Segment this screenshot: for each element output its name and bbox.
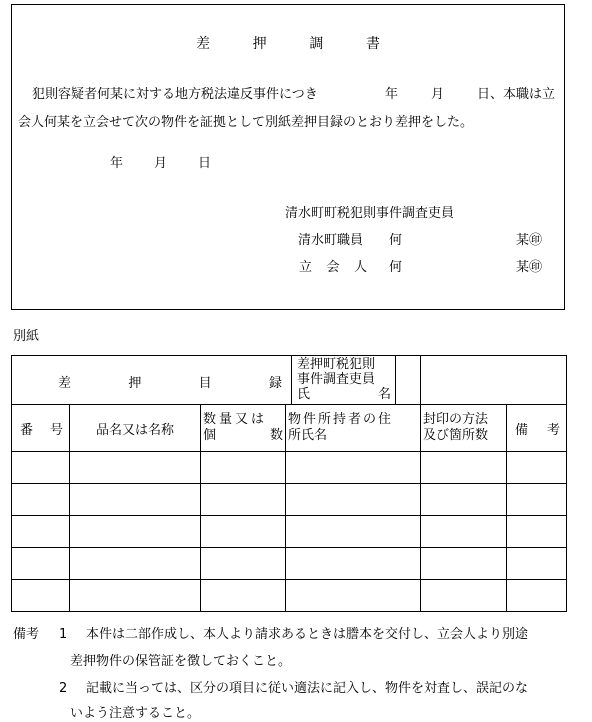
note-1-number: 1 (59, 627, 68, 642)
cell-seal[interactable] (421, 452, 507, 484)
cell-item-name[interactable] (70, 484, 201, 516)
cell-owner[interactable] (286, 516, 421, 548)
col-header-seal (421, 405, 507, 452)
col-header-owner-line2: 所氏名 (288, 428, 328, 443)
col-header-quantity (201, 405, 286, 452)
cell-owner[interactable] (286, 452, 421, 484)
cell-item-name[interactable] (70, 452, 201, 484)
form-title (196, 37, 380, 51)
cell-quantity[interactable] (201, 484, 286, 516)
col-header-owner (286, 405, 421, 452)
col-header-item-name: 品名又は名称 (70, 405, 201, 452)
staff-signature: 某㊞ (516, 233, 543, 248)
form-title-char-2: 押 (252, 36, 267, 52)
cell-seal[interactable] (421, 484, 507, 516)
seizure-list-title-cell (12, 356, 421, 405)
form-title-char-3: 調 (309, 36, 324, 52)
cell-quantity[interactable] (201, 580, 286, 612)
note-1-text-b: 差押物件の保管証を徴しておくこと。 (70, 654, 292, 669)
notes-label: 備考 (13, 627, 40, 642)
form-title-char-4: 書 (365, 36, 380, 52)
cell-owner[interactable] (286, 580, 421, 612)
attachment-label: 別紙 (13, 329, 40, 344)
date-year: 年 (110, 156, 124, 171)
cell-number[interactable] (12, 484, 70, 516)
witness-name: 何 (389, 260, 403, 275)
cell-item-name[interactable] (70, 580, 201, 612)
col-header-quantity-line1: 数量又は (203, 412, 268, 427)
officer-box (291, 356, 396, 404)
officer-line-2: 事件調査吏員 (297, 372, 376, 387)
col-header-seal-line2: 及び箇所数 (423, 428, 489, 443)
col-header-remarks: 備 考 (507, 405, 567, 452)
table-row (12, 580, 567, 612)
form-title-char-1: 差 (196, 36, 210, 52)
cell-quantity[interactable] (201, 516, 286, 548)
cell-item-name[interactable] (70, 516, 201, 548)
cell-owner[interactable] (286, 548, 421, 580)
officer-line-1: 差押町税犯則 (297, 357, 376, 372)
staff-label: 清水町職員 (298, 233, 364, 248)
form-body-line1-b: 日、本職は立 (477, 87, 556, 102)
date-month: 月 (154, 156, 168, 171)
officer-line-3: 氏 名 (297, 387, 391, 402)
col-header-number: 番 号 (12, 405, 70, 452)
cell-remarks[interactable] (507, 452, 567, 484)
form-body-line1-a: 犯則容疑者何某に対する地方税法違反事件につき (32, 87, 318, 102)
form-body-month: 月 (431, 87, 445, 102)
table-row (12, 452, 567, 484)
official-title: 清水町町税犯則事件調査吏員 (285, 206, 455, 221)
cell-seal[interactable] (421, 580, 507, 612)
note-2-text-b: いよう注意すること。 (70, 706, 201, 721)
cell-number[interactable] (12, 452, 70, 484)
table-row (12, 548, 567, 580)
cell-seal[interactable] (421, 548, 507, 580)
col-header-owner-line1: 物件所持者の住 (288, 412, 394, 427)
table-row (12, 516, 567, 548)
seizure-list-table (11, 355, 567, 612)
cell-remarks[interactable] (507, 580, 567, 612)
note-2-text-a: 記載に当っては、区分の項目に従い適法に記入し、物件を対査し、誤記のな (86, 681, 529, 696)
cell-quantity[interactable] (201, 452, 286, 484)
cell-item-name[interactable] (70, 548, 201, 580)
col-header-seal-line1: 封印の方法 (423, 412, 489, 427)
staff-name: 何 (389, 233, 403, 248)
cell-quantity[interactable] (201, 548, 286, 580)
cell-number[interactable] (12, 580, 70, 612)
cell-remarks[interactable] (507, 484, 567, 516)
cell-owner[interactable] (286, 484, 421, 516)
seizure-list-title: 差 押 目 録 (58, 376, 282, 391)
witness-signature: 某㊞ (516, 260, 543, 275)
col-header-quantity-line2: 個 数 (203, 428, 283, 443)
note-1-text-a: 本件は二部作成し、本人より請求あるときは謄本を交付し、立会人より別途 (86, 627, 529, 642)
table-row (12, 484, 567, 516)
cell-number[interactable] (12, 548, 70, 580)
cell-remarks[interactable] (507, 516, 567, 548)
witness-label: 立 会 人 (299, 260, 367, 275)
form-body-year: 年 (385, 87, 399, 102)
cell-number[interactable] (12, 516, 70, 548)
officer-name-field[interactable] (421, 356, 567, 405)
date-day: 日 (198, 156, 212, 171)
cell-remarks[interactable] (507, 548, 567, 580)
note-2-number: 2 (59, 681, 68, 696)
cell-seal[interactable] (421, 516, 507, 548)
form-body-line2: 会人何某を立会せて次の物件を証拠として別紙差押目録のとおり差押をした。 (18, 115, 474, 130)
